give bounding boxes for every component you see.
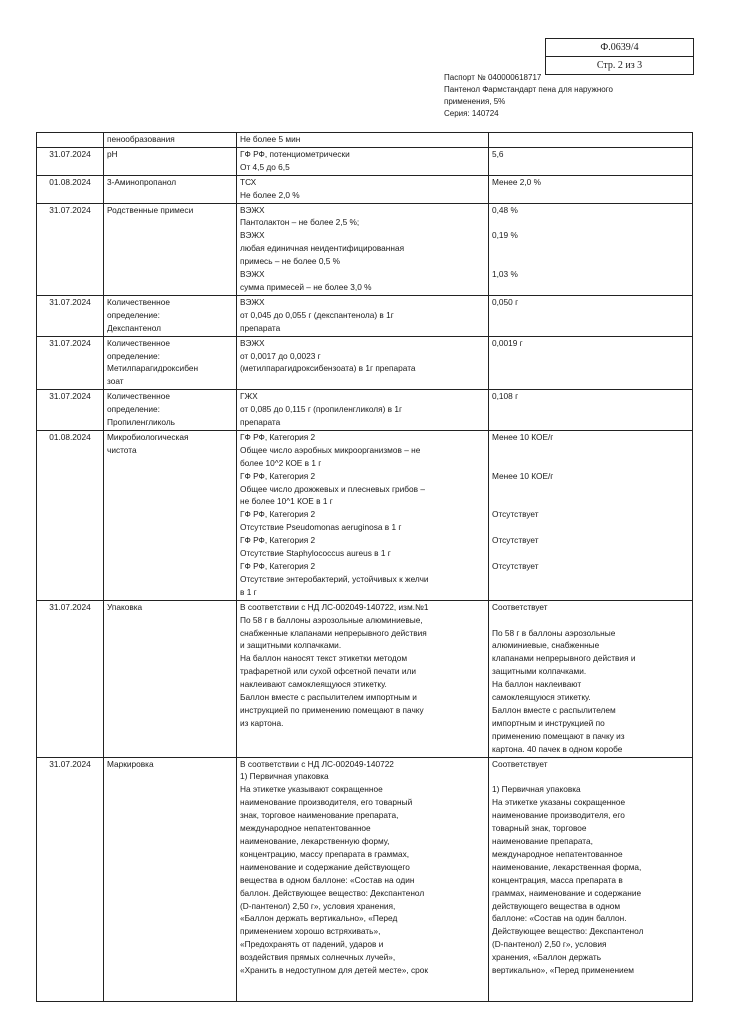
norm-cell-line: от 0,045 до 0,055 г (декспантенола) в 1г [240, 309, 394, 320]
indicator-cell [104, 175, 237, 203]
result-cell-line: Баллон вместе с распылителем [492, 704, 616, 715]
result-cell [489, 336, 693, 390]
indicator-cell [104, 390, 237, 431]
result-cell-line: По 58 г в баллоны аэрозольные [492, 627, 616, 638]
result-cell-line: (D-пантенол) 2,50 г», условия [492, 939, 607, 950]
norm-cell-line: ГЖХ [240, 391, 258, 402]
table-row [37, 133, 693, 148]
norm-cell-line: Отсутствие энтеробактерий, устойчивых к желчи [240, 573, 429, 584]
result-cell-line: 1) Первичная упаковка [492, 784, 581, 795]
norm-cell-line: более 10^2 КОЕ в 1 г [240, 457, 322, 468]
norm-cell [237, 430, 489, 600]
norm-cell-line: (метилпарагидроксибензоата) в 1г препарата [240, 363, 416, 374]
norm-cell [237, 147, 489, 175]
result-cell-line [492, 255, 689, 268]
result-cell-line [492, 495, 689, 508]
norm-cell-line: Не более 5 мин [240, 134, 301, 144]
result-cell [489, 175, 693, 203]
test-date: 31.07.2024 [37, 295, 104, 336]
norm-cell-line: любая единичная неидентифицированная [240, 243, 405, 254]
result-cell-line: защитными колпачками. [492, 666, 587, 677]
result-cell [489, 600, 693, 757]
indicator-cell-line: Микробиологическая [107, 431, 189, 442]
result-cell-line: клапанами непрерывного действия и [492, 653, 636, 664]
table-row [37, 295, 693, 336]
norm-cell-line: ВЭЖХ [240, 337, 265, 348]
norm-cell-line: От 4,5 до 6,5 [240, 161, 290, 172]
norm-cell-line: Общее число дрожжевых и плесневых грибов – [240, 483, 425, 494]
result-cell-line: 0,050 г [492, 296, 519, 307]
indicator-cell [104, 203, 237, 295]
norm-cell [237, 295, 489, 336]
norm-cell-line: международное непатентованное [240, 823, 371, 834]
result-cell-line: наименование препарата, [492, 836, 593, 846]
indicator-cell [104, 430, 237, 600]
page-number: Стр. 2 из 3 [546, 56, 693, 74]
norm-cell-line: из картона. [240, 717, 284, 728]
indicator-cell-line: Упаковка [107, 601, 143, 612]
norm-cell-line: ВЭЖХ [240, 230, 265, 241]
norm-cell-line: ВЭЖХ [240, 269, 265, 280]
norm-cell-line: примесь – не более 0,5 % [240, 256, 341, 267]
result-cell-line [492, 521, 689, 534]
result-cell-line [492, 216, 689, 229]
norm-cell-line: На этикетке указывают сокращенное [240, 784, 383, 795]
indicator-cell-line: Количественное [107, 296, 170, 307]
form-code: Ф.0639/4 [600, 42, 639, 53]
test-date [37, 133, 104, 148]
result-cell-line: товарный знак, торговое [492, 823, 587, 834]
indicator-cell [104, 757, 237, 1001]
norm-cell-line: «Предохранять от падений, ударов и [240, 939, 384, 950]
result-cell-line: 1,03 % [492, 269, 518, 280]
test-date: 31.07.2024 [37, 147, 104, 175]
norm-cell-line: вещества в одном баллоне: «Состав на один [240, 874, 415, 885]
result-cell-line: На баллон наклеивают [492, 679, 582, 690]
norm-cell-line: применением хорошо встряхивать», [240, 926, 381, 937]
norm-cell-line: наклеивают самоклеящуюся этикетку. [240, 679, 387, 690]
norm-cell-line: баллон. Действующее вещество: Декспантенол [240, 887, 425, 898]
indicator-cell-line: Количественное [107, 391, 170, 402]
result-cell-line: алюминиевые, снабженные [492, 640, 600, 651]
indicator-cell-line: Пропиленгликоль [107, 417, 175, 428]
norm-cell-line: сумма примесей – не более 3,0 % [240, 281, 372, 292]
norm-cell-line: В соответствии с НД ЛС-002049-140722, изм.№1 [240, 601, 429, 612]
table-row [37, 390, 693, 431]
norm-cell-line: Общее число аэробных микроорганизмов – не [240, 444, 421, 455]
indicator-cell-line: Количественное [107, 337, 170, 348]
result-cell-line: самоклеящуюся этикетку. [492, 692, 591, 703]
norm-cell [237, 600, 489, 757]
result-cell-line: граммах, наименование и содержание [492, 887, 642, 898]
result-cell-line: Соответствует [492, 758, 548, 769]
passport-line: применения, 5% [444, 97, 506, 106]
result-cell [489, 147, 693, 175]
norm-cell-line: от 0,0017 до 0,0023 г [240, 350, 321, 361]
norm-cell-line: знак, торговое наименование препарата, [240, 810, 399, 821]
norm-cell-line: ГФ РФ, Категория 2 [240, 431, 316, 442]
norm-cell-line: «Хранить в недоступном для детей месте», срок [240, 965, 429, 976]
result-cell-line: 0,48 % [492, 204, 518, 215]
result-cell-line [492, 483, 689, 496]
result-cell-line: баллоне: «Состав на один баллон. [492, 913, 627, 924]
result-cell-line [492, 133, 689, 146]
indicator-cell-line: определение: [107, 309, 160, 320]
result-cell [489, 133, 693, 148]
norm-cell-line: наименование, лекарственную форму, [240, 836, 390, 847]
indicator-cell-line: pH [107, 148, 118, 159]
norm-cell-line: Не более 2,0 % [240, 189, 300, 200]
norm-cell-line: инструкцией по применению помещают в пачку [240, 704, 424, 715]
result-cell-line: 0,19 % [492, 230, 518, 241]
result-cell [489, 757, 693, 1001]
table-row [37, 430, 693, 600]
result-cell-line: Отсутствует [492, 535, 539, 546]
norm-cell-line: Отсутствие Pseudomonas aeruginosa в 1 г [240, 522, 402, 533]
indicator-cell-line: пенообразования [107, 134, 175, 144]
norm-cell-line: ГФ РФ, потенциометрически [240, 148, 350, 159]
indicator-cell [104, 147, 237, 175]
result-cell-line: Менее 10 КОЕ/г [492, 470, 554, 481]
result-cell-line: импортным и инструкцией по [492, 717, 605, 728]
test-date: 31.07.2024 [37, 203, 104, 295]
result-cell-line: вертикально», «Перед применением [492, 965, 634, 976]
norm-cell-line: ВЭЖХ [240, 296, 265, 307]
norm-cell-line: препарата [240, 417, 281, 428]
result-cell-line: 0,0019 г [492, 337, 523, 348]
result-cell-line: Действующее вещество: Декспантенол [492, 926, 644, 937]
result-cell [489, 295, 693, 336]
result-cell [489, 390, 693, 431]
indicator-cell-line: Метилпарагидроксибен [107, 363, 199, 374]
norm-cell-line: 1) Первичная упаковка [240, 771, 329, 782]
norm-cell-line: наименование и содержание действующего [240, 861, 410, 872]
norm-cell-line: (D-пантенол) 2,50 г», условия хранения, [240, 900, 396, 911]
result-cell-line: Отсутствует [492, 560, 539, 571]
indicator-cell [104, 600, 237, 757]
norm-cell-line: трафаретной или сухой офсетной печати или [240, 666, 416, 677]
norm-cell [237, 390, 489, 431]
norm-cell-line: препарата [240, 322, 281, 333]
result-cell [489, 203, 693, 295]
indicator-cell [104, 295, 237, 336]
result-cell-line: 0,108 г [492, 391, 519, 402]
passport-line: Паспорт № 040000618717 [444, 73, 542, 82]
result-cell-line: применению помещают в пачку из [492, 730, 625, 741]
result-cell-line: Менее 10 КОЕ/г [492, 431, 554, 442]
norm-cell [237, 336, 489, 390]
norm-cell-line: не более 10^1 КОЕ в 1 г [240, 496, 333, 507]
passport-line: Пантенол Фармстандарт пена для наружного [444, 85, 613, 94]
norm-cell [237, 203, 489, 295]
result-cell-line [492, 444, 689, 457]
norm-cell-line: воздействия прямых солнечных лучей», [240, 952, 396, 963]
indicator-cell-line: чистота [107, 444, 137, 455]
result-cell-line: Отсутствует [492, 509, 539, 520]
result-cell-line: картона. 40 пачек в одном коробе [492, 743, 623, 754]
norm-cell [237, 133, 489, 148]
test-date: 01.08.2024 [37, 430, 104, 600]
result-cell [489, 430, 693, 600]
indicator-cell-line: Маркировка [107, 758, 154, 769]
norm-cell-line: и защитными колпачками. [240, 640, 342, 651]
result-cell-line: концентрация, масса препарата в [492, 874, 623, 885]
indicator-cell [104, 133, 237, 148]
form-code-box [545, 38, 694, 75]
indicator-cell-line: Декспантенол [107, 322, 161, 333]
norm-cell [237, 175, 489, 203]
result-cell-line: Соответствует [492, 601, 548, 612]
norm-cell-line: На баллон наносят текст этикетки методом [240, 653, 408, 664]
indicator-cell-line: определение: [107, 350, 160, 361]
table-row [37, 175, 693, 203]
indicator-cell-line: определение: [107, 404, 160, 415]
result-cell-line: хранения, «Баллон держать [492, 952, 602, 963]
norm-cell-line: ГФ РФ, Категория 2 [240, 535, 316, 546]
passport-header [444, 72, 644, 120]
table-row [37, 600, 693, 757]
test-date: 01.08.2024 [37, 175, 104, 203]
results-table [36, 132, 693, 1002]
norm-cell-line: от 0,085 до 0,115 г (пропиленгликоля) в 1г [240, 404, 403, 415]
result-cell-line: наименование, лекарственная форма, [492, 861, 642, 872]
result-cell-line: наименование производителя, его [492, 810, 625, 821]
norm-cell-line: снабженные клапанами непрерывного действия [240, 627, 427, 638]
norm-cell-line: наименование производителя, его товарный [240, 797, 413, 808]
passport-line: Серия: 140724 [444, 109, 499, 118]
norm-cell-line: Отсутствие Staphylococcus aureus в 1 г [240, 548, 391, 559]
norm-cell-line: ГФ РФ, Категория 2 [240, 509, 316, 520]
norm-cell [237, 757, 489, 1001]
table-row [37, 203, 693, 295]
norm-cell-line: Баллон вместе с распылителем импортным и [240, 692, 417, 703]
result-cell-line: международное непатентованное [492, 848, 623, 859]
norm-cell-line: Пантолактон – не более 2,5 %; [240, 217, 360, 228]
norm-cell-line: «Баллон держать вертикально», «Перед [240, 913, 398, 924]
norm-cell-line: концентрацию, массу препарата в граммах, [240, 848, 410, 859]
test-date: 31.07.2024 [37, 600, 104, 757]
norm-cell-line: в 1 г [240, 586, 257, 597]
table-row [37, 757, 693, 1001]
result-cell-line: Менее 2,0 % [492, 176, 541, 187]
result-cell-line: 5,6 [492, 148, 504, 159]
norm-cell-line: ВЭЖХ [240, 204, 265, 215]
norm-cell-line: По 58 г в баллоны аэрозольные алюминиевые, [240, 614, 423, 625]
test-date: 31.07.2024 [37, 336, 104, 390]
test-date: 31.07.2024 [37, 757, 104, 1001]
table-row [37, 147, 693, 175]
result-cell-line: действующего вещества в одном [492, 900, 621, 911]
norm-cell-line: ГФ РФ, Категория 2 [240, 561, 316, 571]
result-cell-line: На этикетке указаны сокращенное [492, 797, 626, 808]
table-row [37, 336, 693, 390]
norm-cell-line: ТСХ [240, 176, 257, 187]
result-cell-line [492, 242, 689, 255]
indicator-cell-line: Родственные примеси [107, 204, 194, 215]
norm-cell-line: ГФ РФ, Категория 2 [240, 470, 316, 481]
result-cell-line [492, 770, 689, 783]
test-date: 31.07.2024 [37, 390, 104, 431]
result-cell-line [492, 457, 689, 470]
indicator-cell-line: зоат [107, 376, 124, 387]
result-cell-line [492, 614, 689, 627]
result-cell-line [492, 547, 689, 560]
indicator-cell [104, 336, 237, 390]
norm-cell-line: В соответствии с НД ЛС-002049-140722 [240, 758, 394, 769]
indicator-cell-line: 3-Аминопропанол [107, 176, 177, 187]
